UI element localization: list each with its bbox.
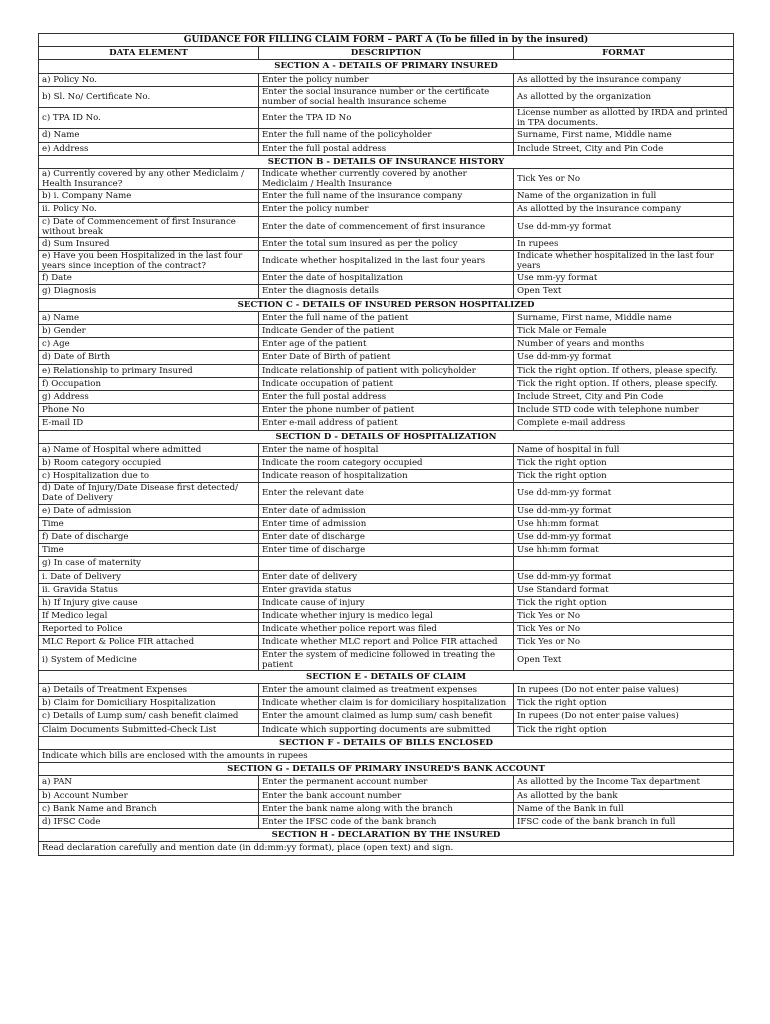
table-row	[39, 623, 734, 636]
data-element-cell: c) Date of Commencement of first Insurance without break	[39, 216, 259, 237]
format-cell: Tick Yes or No	[514, 623, 734, 636]
data-element-cell: i) System of Medicine	[39, 649, 259, 670]
description-cell: Enter gravida status	[259, 583, 514, 596]
table-row	[39, 776, 734, 789]
table-row	[39, 73, 734, 86]
table-row	[39, 483, 734, 504]
title-row	[39, 34, 734, 47]
description-cell: Enter e-mail address of patient	[259, 417, 514, 430]
description-cell: Indicate cause of injury	[259, 596, 514, 609]
section-heading: SECTION D - DETAILS OF HOSPITALIZATION	[39, 430, 734, 443]
format-cell: Tick the right option	[514, 470, 734, 483]
format-cell: Name of the Bank in full	[514, 802, 734, 815]
format-cell: Use mm-yy format	[514, 272, 734, 285]
description-cell: Enter the relevant date	[259, 483, 514, 504]
format-cell: Name of hospital in full	[514, 443, 734, 456]
data-element-cell: c) TPA ID No.	[39, 108, 259, 129]
format-cell: Open Text	[514, 649, 734, 670]
data-element-cell: g) Diagnosis	[39, 285, 259, 298]
description-cell: Enter the date of commencement of first insurance	[259, 216, 514, 237]
data-element-cell: Reported to Police	[39, 623, 259, 636]
description-cell: Enter time of admission	[259, 517, 514, 530]
format-cell: Use hh:mm format	[514, 517, 734, 530]
data-element-cell: a) Details of Treatment Expenses	[39, 684, 259, 697]
table-row	[39, 544, 734, 557]
table-row	[39, 530, 734, 543]
table-row	[39, 557, 734, 570]
description-cell: Enter Date of Birth of patient	[259, 351, 514, 364]
format-cell: Tick the right option	[514, 697, 734, 710]
format-cell: Use dd-mm-yy format	[514, 216, 734, 237]
table-row	[39, 789, 734, 802]
description-cell: Enter the full name of the patient	[259, 311, 514, 324]
description-cell: Indicate whether currently covered by another Mediclaim / Health Insurance	[259, 168, 514, 189]
data-element-cell: b) Room category occupied	[39, 456, 259, 469]
data-element-cell: b) Sl. No/ Certificate No.	[39, 86, 259, 107]
description-cell: Enter the amount claimed as lump sum/ cash benefit	[259, 710, 514, 723]
table-row	[39, 504, 734, 517]
table-row	[39, 610, 734, 623]
description-cell: Enter the diagnosis details	[259, 285, 514, 298]
document-title: GUIDANCE FOR FILLING CLAIM FORM – PART A (To be filled in by the insured)	[39, 34, 734, 47]
description-cell: Indicate whether claim is for domiciliary hospitalization	[259, 697, 514, 710]
section-heading: SECTION A - DETAILS OF PRIMARY INSURED	[39, 60, 734, 73]
description-cell: Enter the name of hospital	[259, 443, 514, 456]
format-cell: Open Text	[514, 285, 734, 298]
table-row	[39, 517, 734, 530]
table-row	[39, 570, 734, 583]
format-cell: As allotted by the organization	[514, 86, 734, 107]
data-element-cell: Phone No	[39, 404, 259, 417]
data-element-cell: f) Date of discharge	[39, 530, 259, 543]
data-element-cell: b) Account Number	[39, 789, 259, 802]
section-note: Read declaration carefully and mention date (in dd:mm:yy format), place (open text) and sign.	[39, 842, 734, 855]
section-heading-row	[39, 670, 734, 683]
section-heading-row	[39, 829, 734, 842]
section-heading-row	[39, 60, 734, 73]
table-row	[39, 351, 734, 364]
format-cell: Tick the right option	[514, 456, 734, 469]
section-heading: SECTION F - DETAILS OF BILLS ENCLOSED	[39, 736, 734, 749]
data-element-cell: d) Name	[39, 129, 259, 142]
data-element-cell: h) If Injury give cause	[39, 596, 259, 609]
data-element-cell: b) Gender	[39, 325, 259, 338]
data-element-cell: a) Name of Hospital where admitted	[39, 443, 259, 456]
table-row	[39, 802, 734, 815]
table-row	[39, 583, 734, 596]
format-cell: Number of years and months	[514, 338, 734, 351]
description-cell: Enter the permanent account number	[259, 776, 514, 789]
description-cell: Indicate whether MLC report and Police FIR attached	[259, 636, 514, 649]
table-row	[39, 86, 734, 107]
header-row	[39, 47, 734, 60]
data-element-cell: E-mail ID	[39, 417, 259, 430]
description-cell: Enter the policy number	[259, 73, 514, 86]
data-element-cell: ii. Gravida Status	[39, 583, 259, 596]
table-row	[39, 723, 734, 736]
data-element-cell: If Medico legal	[39, 610, 259, 623]
data-element-cell: i. Date of Delivery	[39, 570, 259, 583]
format-cell: Complete e-mail address	[514, 417, 734, 430]
description-cell: Enter the total sum insured as per the policy	[259, 237, 514, 250]
format-cell: IFSC code of the bank branch in full	[514, 815, 734, 828]
table-row	[39, 710, 734, 723]
description-cell: Indicate whether hospitalized in the last four years	[259, 251, 514, 272]
format-cell: Name of the organization in full	[514, 190, 734, 203]
data-element-cell: d) Date of Injury/Date Disease first detected/ Date of Delivery	[39, 483, 259, 504]
description-cell: Enter the date of hospitalization	[259, 272, 514, 285]
table-row	[39, 142, 734, 155]
table-row	[39, 108, 734, 129]
data-element-cell: e) Date of admission	[39, 504, 259, 517]
description-cell: Enter the amount claimed as treatment expenses	[259, 684, 514, 697]
description-cell: Enter the bank name along with the branch	[259, 802, 514, 815]
table-row	[39, 390, 734, 403]
format-cell: License number as allotted by IRDA and printed in TPA documents.	[514, 108, 734, 129]
format-cell: Indicate whether hospitalized in the last four years	[514, 251, 734, 272]
column-header-description: DESCRIPTION	[259, 47, 514, 60]
description-cell: Indicate the room category occupied	[259, 456, 514, 469]
data-element-cell: d) Sum Insured	[39, 237, 259, 250]
table-row	[39, 168, 734, 189]
description-cell: Enter age of the patient	[259, 338, 514, 351]
description-cell: Enter the full name of the insurance company	[259, 190, 514, 203]
table-row	[39, 815, 734, 828]
format-cell: Use hh:mm format	[514, 544, 734, 557]
table-row	[39, 684, 734, 697]
format-cell: Tick Yes or No	[514, 610, 734, 623]
format-cell: Tick the right option. If others, please specify.	[514, 377, 734, 390]
table-row	[39, 404, 734, 417]
section-heading: SECTION E - DETAILS OF CLAIM	[39, 670, 734, 683]
description-cell: Enter time of discharge	[259, 544, 514, 557]
description-cell: Enter date of discharge	[259, 530, 514, 543]
data-element-cell: e) Relationship to primary Insured	[39, 364, 259, 377]
description-cell: Enter the IFSC code of the bank branch	[259, 815, 514, 828]
data-element-cell: a) Currently covered by any other Mediclaim / Health Insurance?	[39, 168, 259, 189]
format-cell: As allotted by the bank	[514, 789, 734, 802]
description-cell	[259, 557, 514, 570]
table-row	[39, 237, 734, 250]
description-cell: Enter the full name of the policyholder	[259, 129, 514, 142]
data-element-cell: d) Date of Birth	[39, 351, 259, 364]
section-heading-row	[39, 298, 734, 311]
table-row	[39, 377, 734, 390]
format-cell: Surname, First name, Middle name	[514, 311, 734, 324]
table-row	[39, 470, 734, 483]
table-row	[39, 338, 734, 351]
table-row	[39, 697, 734, 710]
section-heading: SECTION C - DETAILS OF INSURED PERSON HOSPITALIZED	[39, 298, 734, 311]
description-cell: Indicate whether injury is medico legal	[259, 610, 514, 623]
table-row	[39, 272, 734, 285]
format-cell: Tick Yes or No	[514, 168, 734, 189]
column-header-data-element: DATA ELEMENT	[39, 47, 259, 60]
data-element-cell: g) Address	[39, 390, 259, 403]
format-cell: Include Street, City and Pin Code	[514, 142, 734, 155]
table-row	[39, 190, 734, 203]
description-cell: Indicate which supporting documents are submitted	[259, 723, 514, 736]
description-cell: Enter the phone number of patient	[259, 404, 514, 417]
data-element-cell: d) IFSC Code	[39, 815, 259, 828]
format-cell: As allotted by the insurance company	[514, 73, 734, 86]
section-note: Indicate which bills are enclosed with the amounts in rupees	[39, 750, 734, 763]
section-heading-row	[39, 736, 734, 749]
description-cell: Enter date of delivery	[259, 570, 514, 583]
data-element-cell: f) Date	[39, 272, 259, 285]
section-heading-row	[39, 155, 734, 168]
guidance-table	[38, 33, 734, 856]
table-row	[39, 596, 734, 609]
format-cell: Use Standard format	[514, 583, 734, 596]
section-heading-row	[39, 763, 734, 776]
table-row	[39, 203, 734, 216]
data-element-cell: Time	[39, 517, 259, 530]
data-element-cell: f) Occupation	[39, 377, 259, 390]
format-cell: Tick the right option. If others, please specify.	[514, 364, 734, 377]
format-cell: Tick the right option	[514, 596, 734, 609]
table-row	[39, 649, 734, 670]
description-cell: Indicate Gender of the patient	[259, 325, 514, 338]
description-cell: Indicate whether police report was filed	[259, 623, 514, 636]
format-cell: Tick Male or Female	[514, 325, 734, 338]
format-cell: Use dd-mm-yy format	[514, 483, 734, 504]
format-cell: Tick Yes or No	[514, 636, 734, 649]
table-row	[39, 325, 734, 338]
data-element-cell: e) Address	[39, 142, 259, 155]
description-cell: Indicate relationship of patient with policyholder	[259, 364, 514, 377]
table-row	[39, 311, 734, 324]
data-element-cell: b) Claim for Domiciliary Hospitalization	[39, 697, 259, 710]
format-cell	[514, 557, 734, 570]
description-cell: Indicate reason of hospitalization	[259, 470, 514, 483]
format-cell: Use dd-mm-yy format	[514, 530, 734, 543]
description-cell: Enter date of admission	[259, 504, 514, 517]
format-cell: As allotted by the insurance company	[514, 203, 734, 216]
table-row	[39, 216, 734, 237]
format-cell: As allotted by the Income Tax department	[514, 776, 734, 789]
format-cell: Use dd-mm-yy format	[514, 351, 734, 364]
description-cell: Enter the TPA ID No	[259, 108, 514, 129]
format-cell: Tick the right option	[514, 723, 734, 736]
table-row	[39, 285, 734, 298]
table-row	[39, 251, 734, 272]
data-element-cell: e) Have you been Hospitalized in the last four years since inception of the contract?	[39, 251, 259, 272]
format-cell: In rupees (Do not enter paise values)	[514, 684, 734, 697]
data-element-cell: Time	[39, 544, 259, 557]
section-heading: SECTION H - DECLARATION BY THE INSURED	[39, 829, 734, 842]
data-element-cell: g) In case of maternity	[39, 557, 259, 570]
data-element-cell: a) PAN	[39, 776, 259, 789]
format-cell: Use dd-mm-yy format	[514, 570, 734, 583]
table-row	[39, 456, 734, 469]
section-heading-row	[39, 430, 734, 443]
table-row	[39, 636, 734, 649]
section-note-row	[39, 750, 734, 763]
table-row	[39, 129, 734, 142]
data-element-cell: b) i. Company Name	[39, 190, 259, 203]
table-row	[39, 417, 734, 430]
data-element-cell: ii. Policy No.	[39, 203, 259, 216]
description-cell: Enter the full postal address	[259, 390, 514, 403]
format-cell: Include Street, City and Pin Code	[514, 390, 734, 403]
column-header-format: FORMAT	[514, 47, 734, 60]
section-note-row	[39, 842, 734, 855]
format-cell: In rupees	[514, 237, 734, 250]
format-cell: In rupees (Do not enter paise values)	[514, 710, 734, 723]
description-cell: Enter the bank account number	[259, 789, 514, 802]
format-cell: Include STD code with telephone number	[514, 404, 734, 417]
description-cell: Enter the system of medicine followed in treating the patient	[259, 649, 514, 670]
data-element-cell: a) Policy No.	[39, 73, 259, 86]
table-row	[39, 364, 734, 377]
section-heading: SECTION G - DETAILS OF PRIMARY INSURED'S BANK ACCOUNT	[39, 763, 734, 776]
table-row	[39, 443, 734, 456]
format-cell: Use dd-mm-yy format	[514, 504, 734, 517]
description-cell: Indicate occupation of patient	[259, 377, 514, 390]
section-heading: SECTION B - DETAILS OF INSURANCE HISTORY	[39, 155, 734, 168]
data-element-cell: c) Details of Lump sum/ cash benefit claimed	[39, 710, 259, 723]
data-element-cell: c) Hospitalization due to	[39, 470, 259, 483]
data-element-cell: Claim Documents Submitted-Check List	[39, 723, 259, 736]
data-element-cell: c) Bank Name and Branch	[39, 802, 259, 815]
description-cell: Enter the full postal address	[259, 142, 514, 155]
data-element-cell: a) Name	[39, 311, 259, 324]
description-cell: Enter the social insurance number or the certificate number of social health insurance scheme	[259, 86, 514, 107]
data-element-cell: MLC Report & Police FIR attached	[39, 636, 259, 649]
format-cell: Surname, First name, Middle name	[514, 129, 734, 142]
data-element-cell: c) Age	[39, 338, 259, 351]
description-cell: Enter the policy number	[259, 203, 514, 216]
